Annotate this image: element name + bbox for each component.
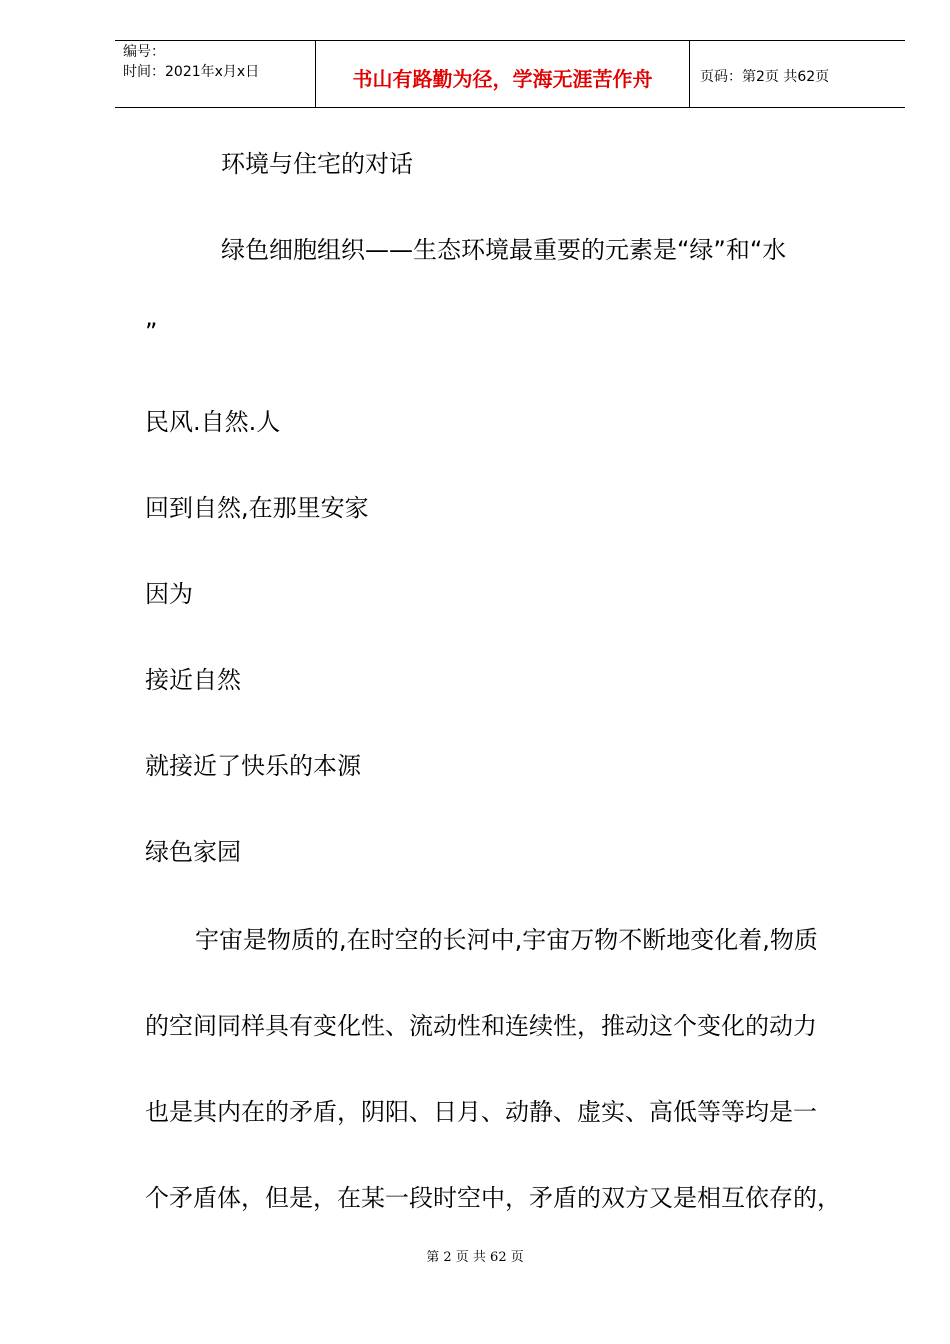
body-paragraph-line: 个矛盾体，但是，在某一段时空中，矛盾的双方又是相互依存的，	[145, 1184, 841, 1212]
body-line: 就接近了快乐的本源	[145, 752, 361, 780]
header-motto: 书山有路勤为径，学海无涯苦作舟	[352, 67, 653, 91]
body-line: 接近自然	[145, 666, 241, 694]
header-page-info: 页码：第2页 共62页	[700, 69, 830, 85]
body-line: 民风.自然.人	[145, 408, 281, 436]
body-paragraph-line: 也是其内在的矛盾，阴阳、日月、动静、虚实、高低等等均是一	[145, 1098, 817, 1126]
body-line: 回到自然,在那里安家	[145, 494, 369, 522]
body-line: 因为	[145, 580, 193, 608]
body-line: 绿色家园	[145, 838, 241, 866]
header-page-cell	[690, 41, 905, 107]
body-line: ”	[145, 318, 158, 346]
body-line: 绿色细胞组织——生态环境最重要的元素是“绿”和“水	[221, 236, 787, 264]
page-footer: 第 2 页 共 62 页	[426, 1250, 524, 1265]
header-meta-cell	[115, 41, 316, 107]
document-time-label: 时间：2021年x月x日	[123, 64, 260, 80]
section-title: 环境与住宅的对话	[221, 150, 413, 178]
body-paragraph-line: 的空间同样具有变化性、流动性和连续性，推动这个变化的动力	[145, 1012, 817, 1040]
body-paragraph-line: 宇宙是物质的,在时空的长河中,宇宙万物不断地变化着,物质	[195, 926, 818, 954]
page-header	[115, 40, 905, 108]
document-number-label: 编号：	[123, 44, 165, 60]
header-motto-cell	[316, 41, 690, 107]
